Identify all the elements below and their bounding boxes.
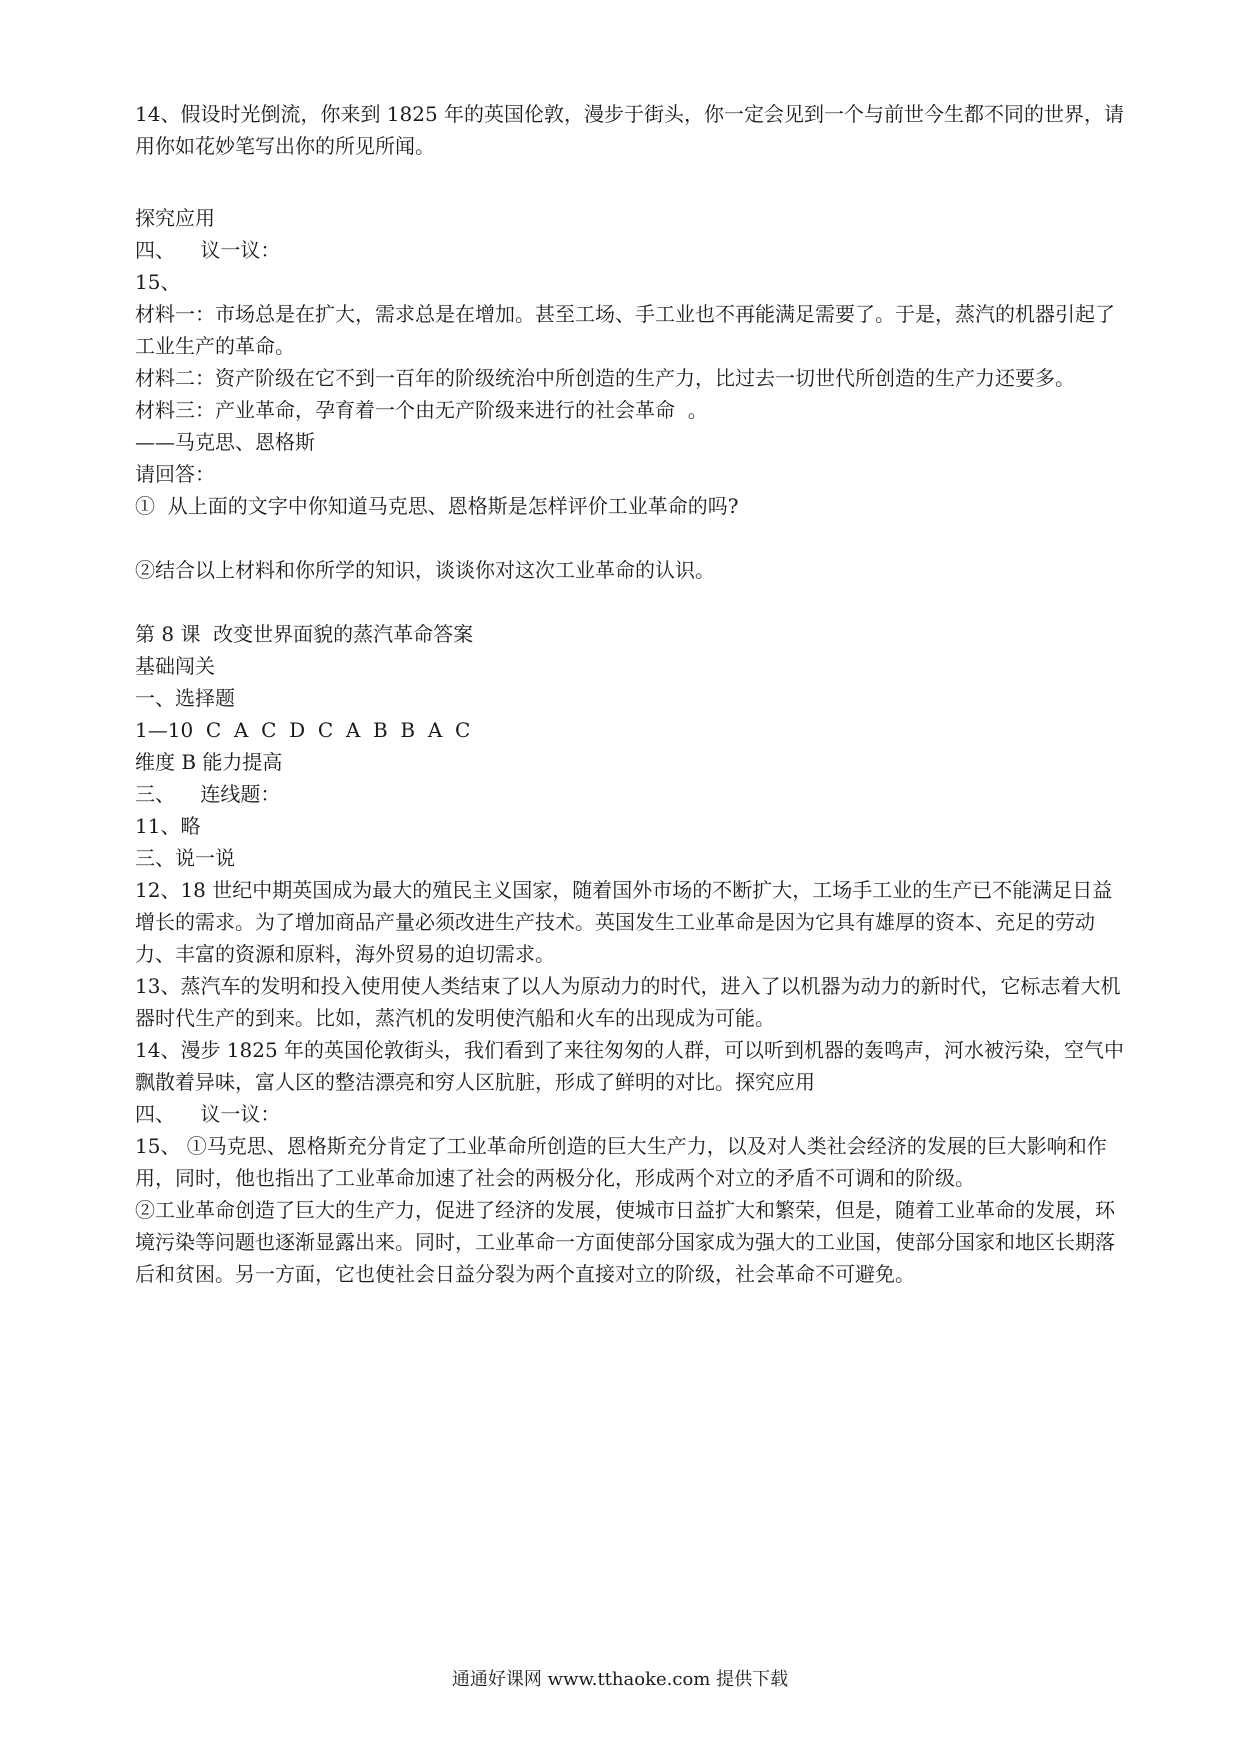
answer-15-part-1: 15、 ①马克思、恩格斯充分肯定了工业革命所创造的巨大生产力，以及对人类社会经济的发展的巨大影响和作用，同时，他也指出了工业革命加速了社会的两极分化，形成两个对立的矛盾不可调和的阶级。	[135, 1134, 1107, 1190]
answer-11: 11、略	[135, 814, 201, 838]
spacer	[135, 522, 1125, 554]
choice-heading: 一、选择题	[135, 686, 235, 710]
question-15-number: 15、	[135, 270, 181, 294]
say-heading: 三、说一说	[135, 846, 235, 870]
answer-13: 13、蒸汽车的发明和投入使用使人类结束了以人为原动力的时代，进入了以机器为动力的新时代，它标志着大机器时代生产的到来。比如，蒸汽机的发明使汽船和火车的出现成为可能。	[135, 974, 1121, 1030]
spacer	[135, 162, 1125, 202]
answer-14: 14、漫步 1825 年的英国伦敦街头，我们看到了来往匆匆的人群，可以听到机器的轰鸣声，河水被污染，空气中飘散着异味，富人区的整洁漂亮和穷人区肮脏，形成了鲜明的对比。探究应用	[135, 1038, 1125, 1094]
answer-12: 12、18 世纪中期英国成为最大的殖民主义国家，随着国外市场的不断扩大，工场手工业的生产已不能满足日益增长的需求。为了增加商品产量必须改进生产技术。英国发生工业革命是因为它具有雄厚的资本、充足的劳动力、丰富的资源和原料，海外贸易的迫切需求。	[135, 878, 1113, 966]
answers-title: 第 8 课 改变世界面貌的蒸汽革命答案	[135, 622, 474, 646]
sub-question-1: ① 从上面的文字中你知道马克思、恩格斯是怎样评价工业革命的吗?	[135, 494, 739, 518]
material-three: 材料三：产业革命，孕育着一个由无产阶级来进行的社会革命 。	[135, 398, 708, 422]
dimension-b-heading: 维度 B 能力提高	[135, 750, 283, 774]
quote-source: ——马克思、恩格斯	[135, 430, 315, 454]
spacer	[135, 586, 1125, 618]
answer-prompt: 请回答：	[135, 462, 215, 486]
page-footer: 通通好课网 www.tthaoke.com 提供下载	[451, 1669, 789, 1690]
material-one: 材料一：市场总是在扩大，需求总是在增加。甚至工场、手工业也不再能满足需要了。于是，蒸汽的机器引起了工业生产的革命。	[135, 302, 1115, 358]
basic-heading: 基础闯关	[135, 654, 215, 678]
section-discuss-heading: 四、 议一议：	[135, 238, 281, 262]
document-body	[135, 98, 1125, 1290]
material-two: 材料二：资产阶级在它不到一百年的阶级统治中所创造的生产力，比过去一切世代所创造的生产力还要多。	[135, 366, 1075, 390]
answer-15-part-2: ②工业革命创造了巨大的生产力，促进了经济的发展，使城市日益扩大和繁荣，但是，随着工业革命的发展，环境污染等问题也逐渐显露出来。同时，工业革命一方面使部分国家成为强大的工业国，使部分国家和地区长期落后和贫困。另一方面，它也使社会日益分裂为两个直接对立的阶级，社会革命不可避免。	[135, 1198, 1115, 1286]
discuss-heading: 四、 议一议：	[135, 1102, 281, 1126]
sub-question-2: ②结合以上材料和你所学的知识，谈谈你对这次工业革命的认识。	[135, 558, 715, 582]
choice-answers: 1—10 C A C D C A B B A C	[135, 718, 471, 742]
question-14: 14、假设时光倒流，你来到 1825 年的英国伦敦，漫步于街头，你一定会见到一个与前世今生都不同的世界，请用你如花妙笔写出你的所见所闻。	[135, 102, 1125, 158]
explore-heading: 探究应用	[135, 206, 215, 230]
matching-heading: 三、 连线题：	[135, 782, 281, 806]
